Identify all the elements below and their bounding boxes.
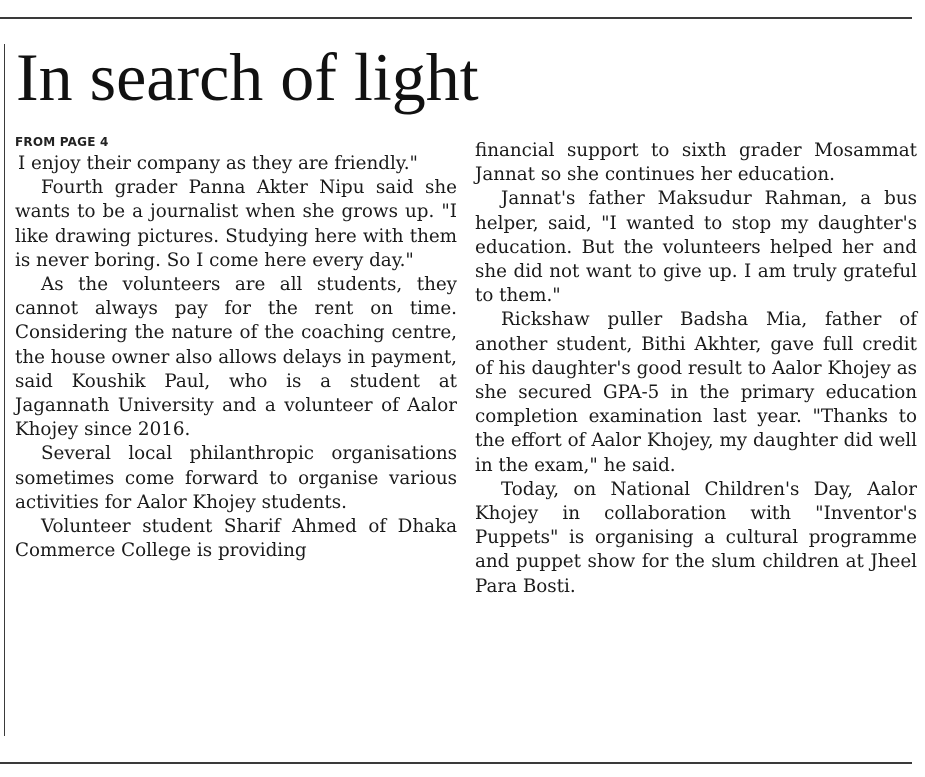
bottom-rule — [0, 762, 912, 764]
paragraph: financial support to sixth grader Mosammat Jannat so she continues her education. — [475, 140, 917, 186]
paragraph: Rickshaw puller Badsha Mia, father of another student, Bithi Akhter, gave full credit of his daughter's good result to Aalor Khojey as she secured GPA-5 in the primary education completion examination last year. "Thanks to the effort of Aalor Khojey, my daughter did well in the exam," he said. — [475, 309, 917, 476]
paragraph: Several local philanthropic organisations sometimes come forward to organise various activities for Aalor Khojey students. — [15, 443, 457, 513]
left-border-rule — [4, 44, 5, 736]
paragraph: Today, on National Children's Day, Aalor Khojey in collaboration with "Inventor's Puppets" is organising a cultural programme and puppet show for the slum children at Jheel Para Bosti. — [475, 478, 917, 597]
paragraph: I enjoy their company as they are friendly." — [18, 153, 418, 174]
paragraph: As the volunteers are all students, they cannot always pay for the rent on time. Considering the nature of the coaching centre, the house owner also allows delays in payment, said Koushik Paul, who is a student at Jagannath University and a volunteer of Aalor Khojey since 2016. — [15, 274, 457, 441]
continuation-kicker: FROM PAGE 4 — [15, 135, 109, 149]
paragraph: Jannat's father Maksudur Rahman, a bus helper, said, "I wanted to stop my daughter's education. But the volunteers helped her and she did not want to give up. I am truly grateful to them." — [475, 188, 917, 307]
headline: In search of light — [16, 39, 479, 115]
left-column — [15, 134, 457, 563]
paragraph: Volunteer student Sharif Ahmed of Dhaka Commerce College is providing — [15, 516, 457, 562]
top-rule — [0, 17, 912, 19]
right-column — [475, 139, 917, 599]
paragraph: Fourth grader Panna Akter Nipu said she wants to be a journalist when she grows up. "I like drawing pictures. Studying here with them is never boring. So I come here every day." — [15, 177, 457, 271]
